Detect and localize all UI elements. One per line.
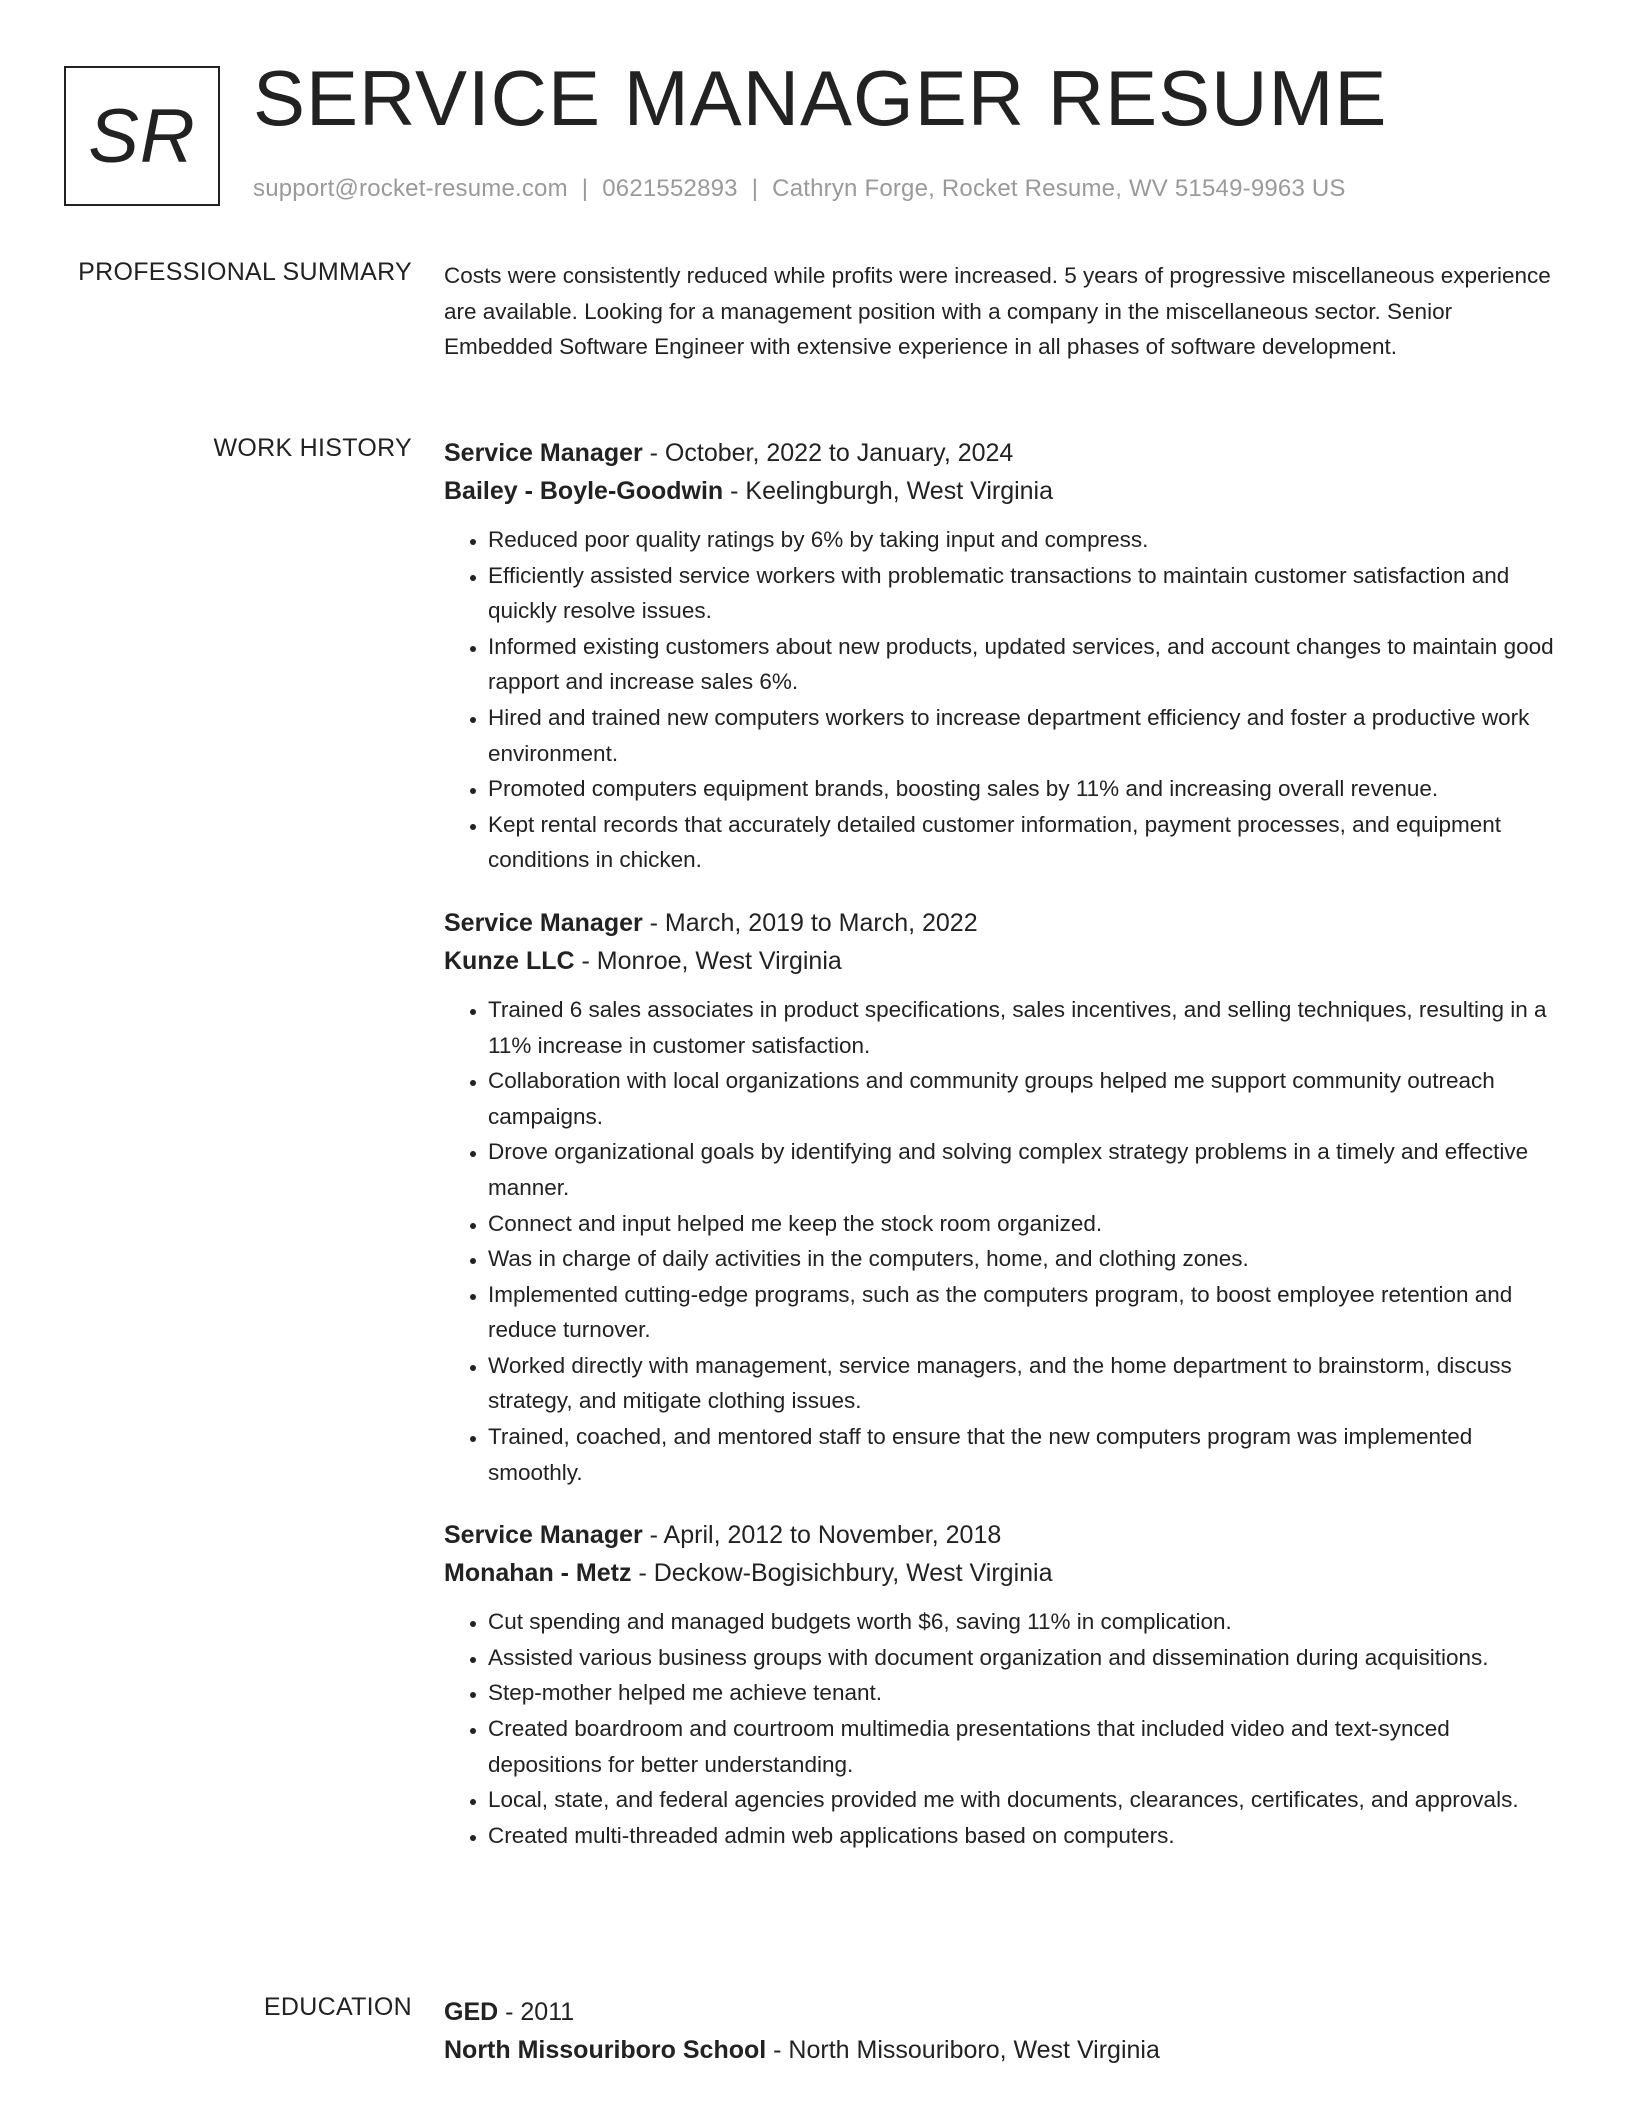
summary-body <box>444 258 1564 365</box>
work-history-body <box>444 434 1564 1879</box>
job-entry <box>444 434 1564 878</box>
summary-text: Costs were consistently reduced while profits were increased. 5 years of progressive miscellaneous experience are available. Looking for a management position with a company in the miscellaneous sector. Senior Embedded Software Engineer with extensive experience in all phases of software development. <box>444 263 1551 359</box>
job-title: Service Manager <box>444 439 643 467</box>
job-bullet: • Reduced poor quality ratings by 6% by taking input and compress. <box>488 522 1564 558</box>
job-dates: - March, 2019 to March, 2022 <box>642 908 978 937</box>
job-bullet: • Was in charge of daily activities in the computers, home, and clothing zones. <box>488 1241 1564 1277</box>
job-bullet: • Collaboration with local organizations and community groups helped me support community outreach campaigns. <box>488 1063 1564 1134</box>
contact-phone: 0621552893 <box>602 175 738 202</box>
job-dates: - October, 2022 to January, 2024 <box>642 439 1014 467</box>
education-body <box>444 1993 1564 2069</box>
job-location: - Keelingburgh, West Virginia <box>723 477 1054 505</box>
job-company: Monahan - Metz <box>444 1559 632 1588</box>
job-company-line <box>444 942 1564 980</box>
job-title-line <box>444 904 1564 942</box>
job-bullet: • Trained 6 sales associates in product specifications, sales incentives, and selling techniques, resulting in a 11% increase in customer satisfaction. <box>488 992 1564 1063</box>
education-location: - North Missouriboro, West Virginia <box>766 2036 1160 2064</box>
summary-label: PROFESSIONAL SUMMARY <box>78 258 412 286</box>
job-bullet: • Kept rental records that accurately detailed customer information, payment processes, and equipment conditions in chicken. <box>488 807 1564 878</box>
job-bullet: • Trained, coached, and mentored staff to ensure that the new computers program was implemented smoothly. <box>488 1419 1564 1490</box>
job-bullet: • Step-mother helped me achieve tenant. <box>488 1675 1564 1711</box>
education-school-line <box>444 2031 1564 2069</box>
job-bullet: • Implemented cutting-edge programs, such as the computers program, to boost employee retention and reduce turnover. <box>488 1277 1564 1348</box>
monogram-logo: SR <box>64 66 220 206</box>
education-school: North Missouriboro School <box>444 2036 767 2064</box>
job-company-line <box>444 472 1564 510</box>
job-location: - Monroe, West Virginia <box>574 946 842 975</box>
job-bullet: • Connect and input helped me keep the stock room organized. <box>488 1206 1564 1242</box>
contact-separator: | <box>751 175 759 202</box>
job-bullet: • Hired and trained new computers workers to increase department efficiency and foster a productive work environment. <box>488 700 1564 771</box>
contact-separator: | <box>581 175 589 202</box>
job-title-line <box>444 1516 1564 1554</box>
job-dates: - April, 2012 to November, 2018 <box>642 1521 1002 1550</box>
job-location: - Deckow-Bogisichbury, West Virginia <box>631 1559 1053 1588</box>
education-year: - 2011 <box>498 1998 575 2026</box>
job-bullets <box>444 522 1564 878</box>
work-history-label: WORK HISTORY <box>213 434 412 462</box>
job-bullet: • Drove organizational goals by identifying and solving complex strategy problems in a timely and effective manner. <box>488 1134 1564 1205</box>
job-bullet: • Created multi-threaded admin web applications based on computers. <box>488 1818 1564 1854</box>
job-bullet: • Efficiently assisted service workers with problematic transactions to maintain customer satisfaction and quickly resolve issues. <box>488 558 1564 629</box>
education-label: EDUCATION <box>263 1993 412 2021</box>
resume-title: SERVICE MANAGER RESUME <box>253 54 1388 142</box>
job-bullet: • Local, state, and federal agencies provided me with documents, clearances, certificates, and approvals. <box>488 1782 1564 1818</box>
job-title: Service Manager <box>444 908 643 937</box>
job-bullets <box>444 1604 1564 1853</box>
job-bullet: • Promoted computers equipment brands, boosting sales by 11% and increasing overall revenue. <box>488 771 1564 807</box>
job-company: Bailey - Boyle-Goodwin <box>444 477 724 505</box>
job-entry <box>444 1516 1564 1853</box>
job-title-line <box>444 434 1564 472</box>
contact-line <box>253 175 1346 203</box>
contact-email: support@rocket-resume.com <box>253 175 568 202</box>
job-entry <box>444 904 1564 1490</box>
job-company-line <box>444 1554 1564 1592</box>
job-title: Service Manager <box>444 1521 643 1550</box>
job-bullet: • Assisted various business groups with document organization and dissemination during acquisitions. <box>488 1640 1564 1676</box>
job-bullets <box>444 992 1564 1490</box>
contact-address: Cathryn Forge, Rocket Resume, WV 51549-9963 US <box>772 175 1346 202</box>
job-bullet: • Cut spending and managed budgets worth $6, saving 11% in complication. <box>488 1604 1564 1640</box>
job-bullet: • Worked directly with management, service managers, and the home department to brainstorm, discuss strategy, and mitigate clothing issues. <box>488 1348 1564 1419</box>
education-degree: GED <box>444 1998 499 2026</box>
job-bullet: • Informed existing customers about new products, updated services, and account changes to maintain good rapport and increase sales 6%. <box>488 629 1564 700</box>
job-bullet: • Created boardroom and courtroom multimedia presentations that included video and text-synced depositions for better understanding. <box>488 1711 1564 1782</box>
job-company: Kunze LLC <box>444 946 575 975</box>
education-degree-line <box>444 1993 1564 2031</box>
